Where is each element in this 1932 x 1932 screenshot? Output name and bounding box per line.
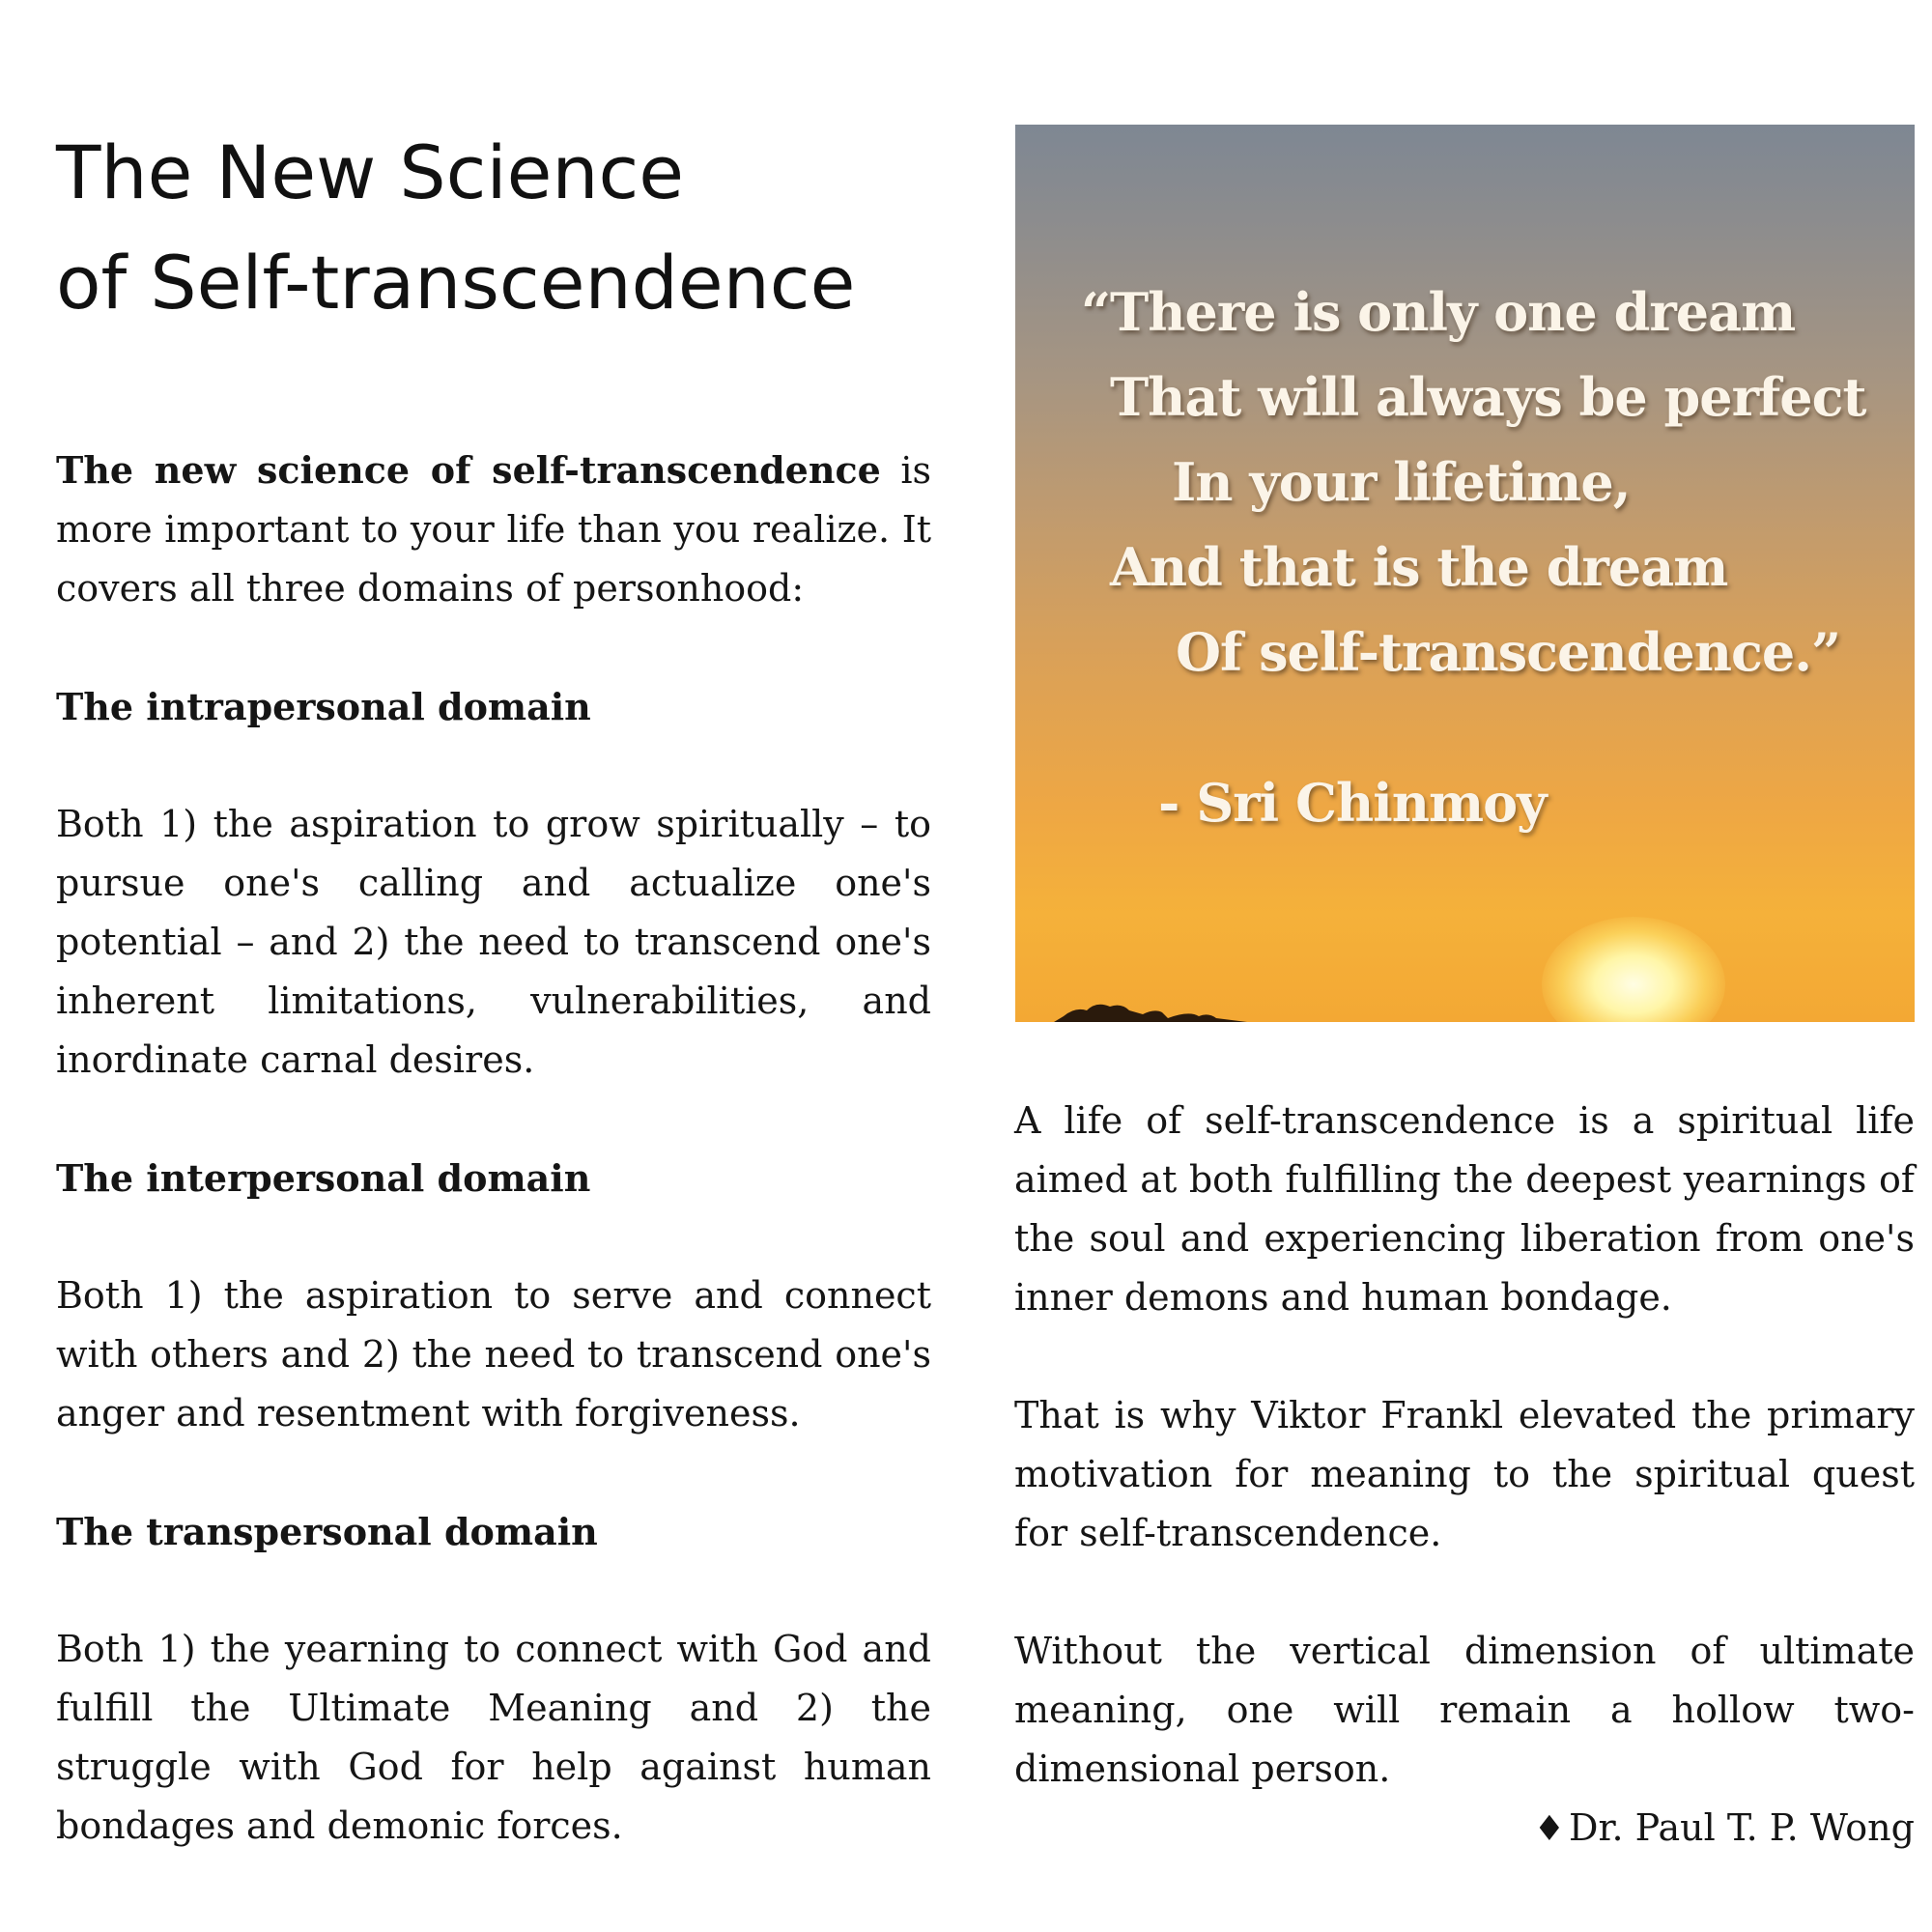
interpersonal-heading: The interpersonal domain	[56, 1156, 591, 1200]
quote-line-2: That will always be perfect	[1110, 366, 1866, 428]
title-line-2: of Self-transcendence	[56, 240, 856, 326]
interpersonal-body: Both 1) the aspiration to serve and connect with others and 2) the need to transcend one's anger and resentment with forgiveness.	[56, 1274, 931, 1435]
transpersonal-body: Both 1) the yearning to connect with God and fulfill the Ultimate Meaning and 2) the struggle with God for help against human bondages and demonic forces.	[56, 1628, 931, 1847]
intro-paragraph	[56, 440, 931, 618]
right-paragraph-3: Without the vertical dimension of ultimate meaning, one will remain a hollow two-dimensional person.	[1014, 1630, 1915, 1790]
quote-line-1: “There is only one dream	[1081, 281, 1796, 343]
right-paragraph-2: That is why Viktor Frankl elevated the primary motivation for meaning to the spiritual quest for self-transcendence.	[1014, 1394, 1915, 1554]
transpersonal-heading: The transpersonal domain	[56, 1510, 598, 1553]
intro-bold-phrase: The new science of self-transcendence	[56, 448, 881, 492]
page-title	[56, 118, 945, 338]
right-column	[1014, 1092, 1915, 1859]
author-name: Dr. Paul T. P. Wong	[1569, 1806, 1915, 1849]
sunset-quote-image	[1015, 125, 1915, 1022]
quote-line-4: And that is the dream	[1110, 536, 1728, 598]
quote-line-3: In your lifetime,	[1172, 451, 1631, 513]
quote-line-5: Of self-transcendence.”	[1176, 621, 1841, 683]
diamond-icon: ♦	[1533, 1809, 1566, 1849]
quote-attribution: - Sri Chinmoy	[1158, 772, 1547, 834]
right-paragraph-1: A life of self-transcendence is a spiritual life aimed at both fulfilling the deepest yearnings of the soul and experiencing liberation from one's inner demons and human bondage.	[1014, 1099, 1915, 1319]
signature	[1014, 1799, 1915, 1859]
title-line-1: The New Science	[56, 129, 685, 215]
intro-rest: is more important to your life than you realize. It covers all three domains of personhood:	[56, 449, 931, 610]
intrapersonal-body: Both 1) the aspiration to grow spiritually – to pursue one's calling and actualize one's potential – and 2) the need to transcend one's inherent limitations, vulnerabilities, and inordinate carnal desires.	[56, 803, 931, 1081]
left-column	[56, 440, 931, 1856]
quote-text	[1015, 125, 1915, 1022]
intrapersonal-heading: The intrapersonal domain	[56, 685, 591, 728]
